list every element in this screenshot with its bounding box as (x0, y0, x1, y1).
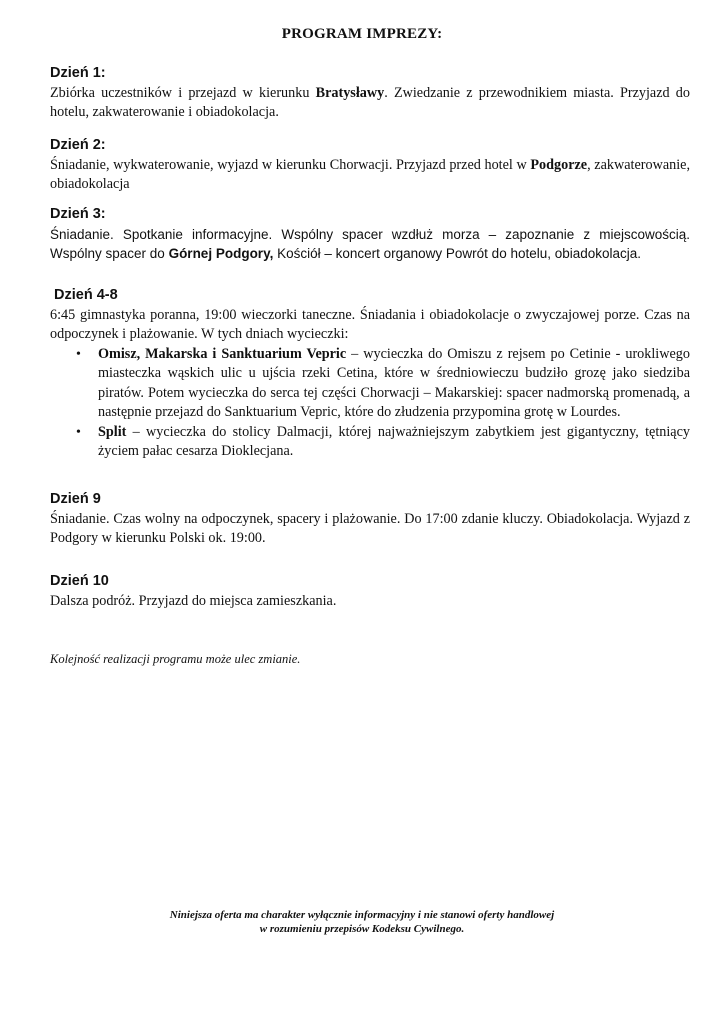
legal-footer-line-2: w rozumieniu przepisów Kodeksu Cywilnego. (259, 923, 465, 935)
day-3-place: Górnej Podgory, (168, 246, 274, 261)
day-2-text-part: Śniadanie, wykwaterowanie, wyjazd w kierunku Chorwacji. Przyjazd przed hotel w (50, 156, 531, 173)
day-10-heading: Dzień 10 (50, 573, 109, 589)
day-9-section (50, 490, 690, 549)
day-2-place: Podgorze (530, 156, 588, 173)
day-3-section (50, 205, 690, 264)
day-1-text-part: . Zwiedzanie z przewodnikiem miasta. Przyjazd do hotelu, zakwaterowanie i obiadokolacja. (50, 84, 690, 120)
page-title: PROGRAM IMPREZY: (281, 26, 443, 42)
day-2-text (50, 156, 690, 195)
day-3-text-part: Kościół – koncert organowy Powrót do hotelu, obiadokolacja. (273, 246, 642, 261)
day-2-text-part: , zakwaterowanie, obiadokolacja (50, 156, 691, 192)
day-1-section (50, 64, 690, 123)
day-3-text (50, 225, 690, 264)
day-4-8-heading: Dzień 4-8 (54, 287, 118, 303)
excursion-description: – wycieczka do Omiszu z rejsem po Cetinie - urokliwego miasteczka wąskich ulic u ujścia rzeki Cetina, które w średniowieczu budziło grozę jako siedziba piratów. Potem wycieczka do serca tej części Chorwacji – Makarskiej: spacer nadmorską promenadą, a następnie przejazd do Sanktuarium Vepric, które do złudzenia przypomina grotę w Lourdes. (98, 345, 690, 420)
day-9-heading: Dzień 9 (50, 491, 101, 507)
day-10-section (50, 572, 690, 611)
excursion-item (50, 423, 690, 462)
day-4-8-section (50, 286, 690, 462)
bullet-icon: • (76, 424, 81, 440)
excursion-item (50, 345, 690, 423)
day-1-text (50, 84, 690, 123)
day-1-heading: Dzień 1: (50, 65, 106, 81)
day-10-text: Dalsza podróż. Przyjazd do miejsca zamieszkania. (50, 592, 337, 609)
day-9-text: Śniadanie. Czas wolny na odpoczynek, spacery i plażowanie. Do 17:00 zdanie kluczy. Obiadokolacja. Wyjazd z Podgory w kierunku Polski ok. 19:00. (50, 510, 690, 546)
excursion-description: – wycieczka do stolicy Dalmacji, której najważniejszym zabytkiem jest gigantyczny, tętniący życiem pałac cesarza Dioklecjana. (98, 423, 690, 459)
excursion-title: Split (98, 423, 127, 440)
legal-footer-line-1: Niniejsza oferta ma charakter wyłącznie informacyjny i nie stanowi oferty handlowej (169, 909, 555, 921)
excursion-list (50, 345, 690, 462)
day-1-place: Bratysławy (315, 84, 385, 101)
program-change-note: Kolejność realizacji programu może ulec zmianie. (50, 652, 301, 666)
day-3-heading: Dzień 3: (50, 206, 106, 222)
legal-footer (0, 908, 724, 936)
day-4-8-intro: 6:45 gimnastyka poranna, 19:00 wieczorki taneczne. Śniadania i obiadokolacje o zwyczajowej porze. Czas na odpoczynek i plażowanie. W tych dniach wycieczki: (50, 306, 690, 342)
excursion-title: Omisz, Makarska i Sanktuarium Vepric (98, 345, 347, 362)
day-2-section (50, 136, 690, 195)
bullet-icon: • (76, 346, 81, 362)
day-2-heading: Dzień 2: (50, 137, 106, 153)
day-1-text-part: Zbiórka uczestników i przejazd w kierunku (50, 84, 316, 101)
day-3-text-part: Śniadanie. Spotkanie informacyjne. Wspólny spacer wzdłuż morza – zapoznanie z miejscowością. Wspólny spacer do (50, 226, 690, 261)
